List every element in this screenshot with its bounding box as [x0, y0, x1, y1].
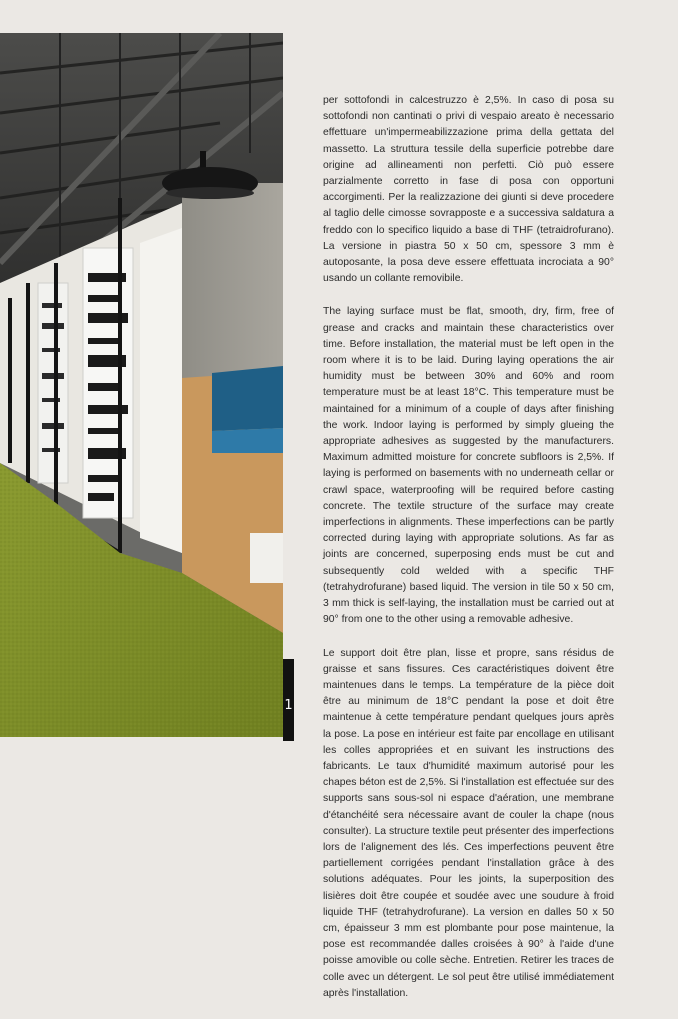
- english-paragraph: The laying surface must be flat, smooth, dry, firm, free of grease and cracks and maintain these characteristics over time. Before installation, the material must be left open in the room where it is to be laid. During laying operations the air humidity must be between 30% and 60% and room temperature must be at least 18°C. This temperature must be maintained for a minimum of a couple of days after finishing the work. Indoor laying is performed by simply glueing the appropriate adhesives as suggested by the manufacturers. Maximum admitted moisture for concrete subfloors is 2,5%. If laying is performed on basements with no underneath cellar or crawl space, waterproofing will be required before casting concrete. The textile structure of the surface may create imperfections in alignments. These imperfections can be partly corrected during laying with appropriate solutions. As far as joints are concerned, superposing ends must be cut and subsequently cold welded with a specific THF (tetrahydrofurane) based liquid. The version in tile 50 x 50 cm, 3 mm thick is self-laying, the installation must be carried out at 90° from one to the other using a removable adhesive.: [323, 306, 614, 626]
- french-paragraph: Le support doit être plan, lisse et propre, sans résidus de graisse et sans fissures. Ces caractéristiques doivent être maintenues dans le temps. La température de la pièce doit être au minimum de 18°C pendant la pose et doit être maintenue à cette température pendant quelques jours après la pose. La pose en intérieur est faite par encollage en utilisant les colles appropriées et en suivant les instructions des fabricants. Le taux d'humidité maximum autorisé pour les chapes béton est de 2,5%. Si l'installation est effectuée sur des supports sans sous-sol ni espace d'aération, une membrane d'étanchéité sera nécessaire avant de couler la chape (nous consulter). La structure textile peut présenter des imperfections lors de l'alignement des lés. Ces imperfections peuvent être partiellement corrigées pendant l'installation grâce à des solutions adéquates. Pour les joints, la superposition des lisières doit être coupée et soudée avec une soudure à froid liquide THF (tetrahydrofurane). La version en dalles 50 x 50 cm, épaisseur 3 mm est plombante pour pose maintenue, la pose est recommandée dalles croisées à 90° à l'aide d'une poisse amovible ou colle sèche. Entretien. Retirer les traces de colle avec un détergent. Le sol peut être utilisé immédiatement après l'installation.: [323, 647, 614, 999]
- italian-paragraph: per sottofondi in calcestruzzo è 2,5%. In caso di posa su sottofondi non cantinati o privi di vespaio areato è necessario effettuare un'impermeabilizzazione prima della gettata del massetto. La struttura tessile della superficie potrebbe dare origine ad allineamenti non perfetti. Ciò può essere parzialmente corretto in fase di posa con opportuni accorgimenti. Per la realizzazione dei giunti si deve procedere al taglio delle cimosse sovrapposte e a successiva saldatura a freddo con lo specifico liquido a base di THF (tetraidrofurano). La versione in piastra 50 x 50 cm, spessore 3 mm è autoposante, la posa deve essere effettuata incrociata a 90° usando un collante removibile.: [323, 95, 614, 285]
- body-text-column: [323, 93, 614, 1019]
- hero-photo: [0, 33, 283, 737]
- office-corridor-illustration: [0, 33, 283, 737]
- page-number: 1: [284, 698, 293, 713]
